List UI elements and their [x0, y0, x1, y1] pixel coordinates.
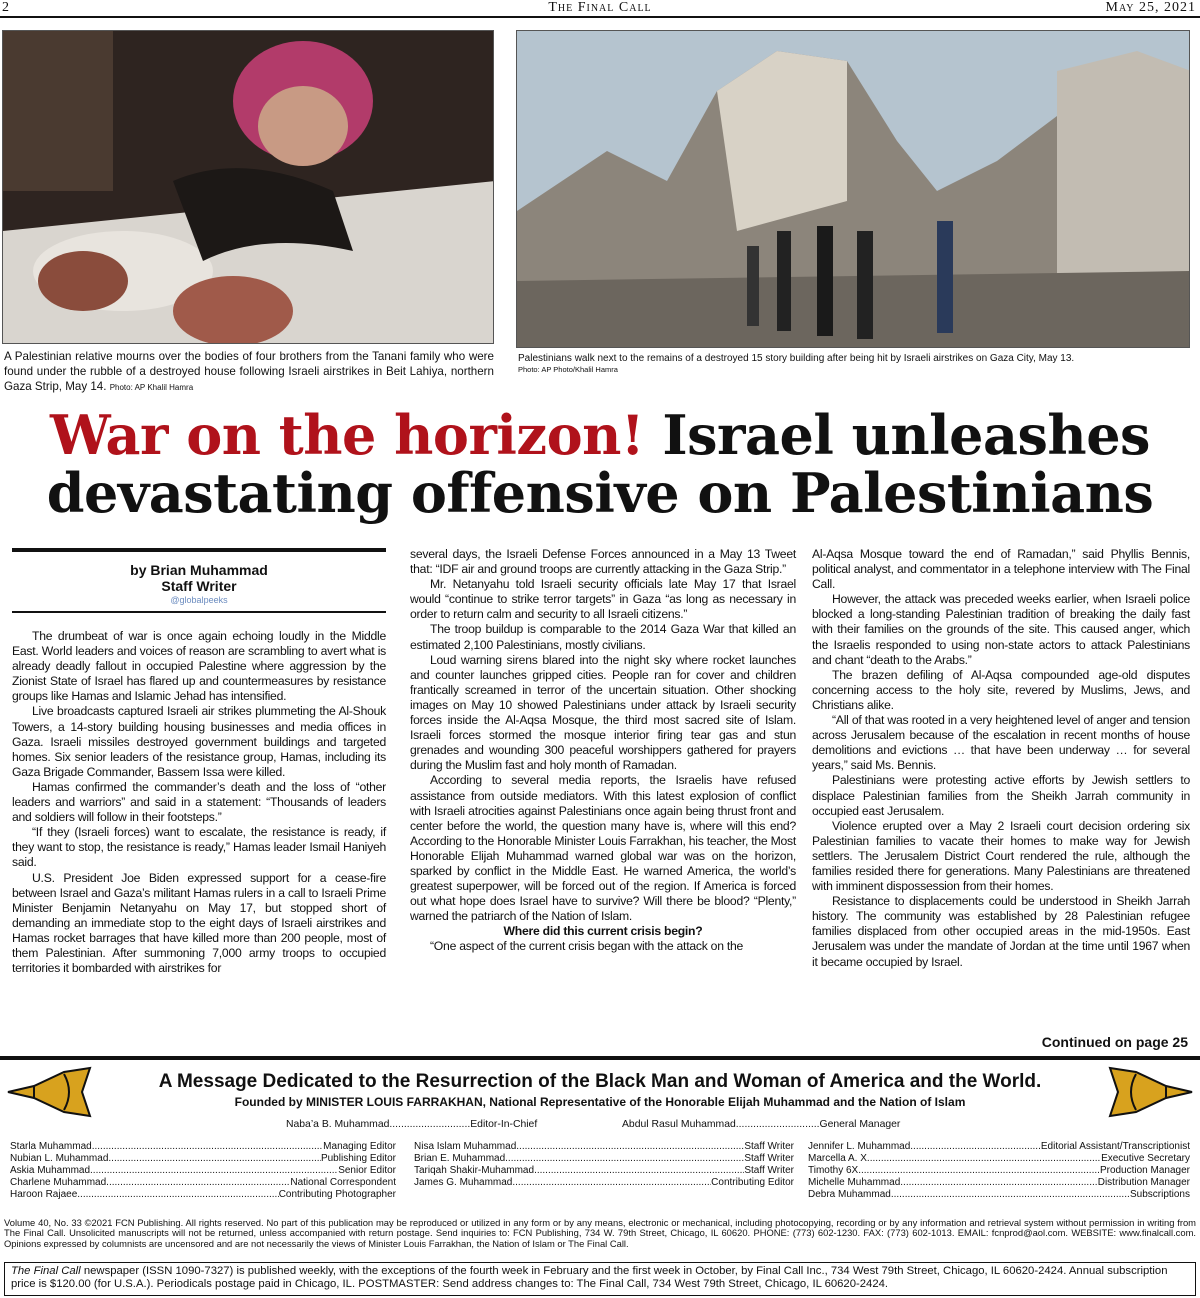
destroyed-building-photo	[516, 30, 1190, 348]
author-handle: @globalpeeks	[170, 595, 228, 605]
headline-red: War on the horizon!	[50, 403, 645, 467]
paragraph: Loud warning sirens blared into the night sky where rocket launches and counter launches gripped cities. People ran for cover and children frantically screamed in terror of the uncertain situation. Other shocking images on May 10 showed Palestinians under attack by Israeli security forces inside the Al-Aqsa Mosque, the third most sacred site of Islam. Israeli forces stormed the mosque interior firing tear gas and stun grenades and wounding 300 peaceful worshippers gathered for prayers during the Muslim fast and holy month of Ramadan.	[410, 652, 796, 773]
subheading: Where did this current crisis begin?	[503, 924, 703, 939]
paragraph: U.S. President Joe Biden expressed support for a cease-fire between Israel and Gaza’s militant Hamas rulers in a call to Israeli Prime Minister Benjamin Netanyahu on May 17, but stopped short of demanding an immediate stop to the eight days of Israeli airstrikes and Hamas rocket barrages that have killed more than 200 people, most of them Palestinian. After summoning 7,000 army troops to occupied territories it bombarded with airstrikes for	[12, 870, 386, 976]
paragraph: several days, the Israeli Defense Forces announced in a May 13 Tweet that: “IDF air and ground troops are currently attacking in the Gaza Strip.”	[410, 547, 796, 577]
paragraph: “All of that was rooted in a very heightened level of anger and tension across Jerusalem because of the escalation in recent months of house demolitions and evictions … that have been underway … for several years,” said Ms. Bennis.	[812, 713, 1190, 773]
paragraph: The troop buildup is comparable to the 2014 Gaza War that killed an estimated 2,100 Palestinians, mostly civilians.	[410, 622, 796, 652]
issue-date: May 25, 2021	[1105, 0, 1196, 15]
byline-role: Staff Writer	[161, 578, 237, 594]
article-column-3	[812, 547, 1190, 970]
paragraph: Palestinians were protesting active efforts by Jewish settlers to displace Palestinian families from the Sheikh Jarrah community in occupied east Jerusalem.	[812, 773, 1190, 818]
staff-row: Starla Muhammad ..... Managing Editor	[10, 1141, 396, 1153]
staff-row: Haroon Rajaee ..... Contributing Photographer	[10, 1189, 396, 1201]
paragraph: Al-Aqsa Mosque toward the end of Ramadan,” said Phyllis Bennis, political analyst, and commentator in a telephone interview with The Final Call.	[812, 547, 1190, 592]
paragraph: According to several media reports, the Israelis have refused assistance from outside mediators. With this latest explosion of conflict with Israeli atrocities against Palestinians once again being thrust front and center before the world, the question many have is, where will this end? According to the Honorable Minister Louis Farrakhan, his teacher, the Most Honorable Elijah Muhammad warned global war was on the horizon, sparked by conflict in the Middle East. He warned America, the world’s greatest superpower, will be forced out of the region. If America is forced out what hope does Israel have to survive? Will there be blood? “Plenty,” warned the patriarch of the Nation of Islam.	[410, 773, 796, 924]
legal-notice: Volume 40, No. 33 ©2021 FCN Publishing. All rights reserved. No part of this publication may be reproduced or utilized in any form or by any means, electronic or mechanical, including photocopying, recording or by any information and retrieval system without permission in writing from The Final Call. Unsolicited manuscripts will not be returned, unless accompanied with return postage. Send inquiries to: FCN Publishing, 734 W. 79th Street, Chicago, IL 60620. PHONE: (773) 602-1230. FAX: (773) 602-1013. EMAIL: fcnprod@aol.com. WEBSITE: www.finalcall.com. Opinions expressed by columnists are uncensored and are not necessarily the views of Minister Louis Farrakhan, the Nation of Islam or The Final Call.	[4, 1217, 1196, 1249]
mourning-photo	[2, 30, 494, 344]
staff-row: Debra Muhammad ..... Subscriptions	[808, 1189, 1190, 1201]
paragraph: The drumbeat of war is once again echoing loudly in the Middle East. World leaders and voices of reason are scrambling to avert what is already deadly fallout in occupied Palestine where aggression by the Zionist State of Israel has flared up and countermeasures by resistance groups like Hamas and Islamic Jehad has intensified.	[12, 629, 386, 704]
paragraph: Live broadcasts captured Israeli air strikes plummeting the Al-Shouk Towers, a 14-story building housing businesses and media offices in Gaza. Israeli missiles destroyed government buildings and targeted homes. Six senior leaders of the resistance group, Hamas, including its Gaza Brigade Commander, Bassem Issa were killed.	[12, 704, 386, 779]
paragraph: Hamas confirmed the commander’s death and the loss of “other leaders and warriors” and said in a statement: “Thousands of leaders and soldiers will follow in their footsteps.”	[12, 779, 386, 825]
staff-row: Charlene Muhammad ..... National Correspondent	[10, 1177, 396, 1189]
publication-details: newspaper (ISSN 1090-7327) is published weekly, with the exceptions of the fourth week in February and the first week in October, by Final Call Inc., 734 West 79th Street, Chicago, IL 60620-2424. Annual subscription price is $120.00 (for U.S.A.). Periodicals postage paid in Chicago, IL. POSTMASTER: Send address changes to: The Final Call, 734 West 79th Street, Chicago, IL 60620-2424.	[11, 1265, 1168, 1290]
right-photo-caption	[518, 353, 1188, 374]
headline-black-2: devastating offensive on Palestinians	[46, 461, 1154, 525]
left-photo-credit: Photo: AP Khalil Hamra	[109, 383, 194, 392]
paragraph: Resistance to displacements could be understood in Sheikh Jarrah history. The community was established by 28 Palestinian refugee families displaced from other occupied areas in the mid-1950s. East Jerusalem was under the mandate of Jordan at the time until 1967 when it became occupied by Israel.	[812, 894, 1190, 969]
headline-black-1: Israel unleashes	[662, 403, 1150, 467]
paragraph: “If they (Israeli forces) want to escalate, the resistance is ready, if they want to stop, the resistance is ready,” Hamas leader Ismail Haniyeh said.	[12, 825, 386, 870]
dedication-title: A Message Dedicated to the Resurrection of the Black Man and Woman of America and the World.	[158, 1071, 1042, 1092]
staff-row: Askia Muhammad ..... Senior Editor	[10, 1165, 396, 1177]
paragraph: Violence erupted over a May 2 Israeli court decision ordering six Palestinian families to vacate their homes to make way for Jewish settlers. The Jerusalem District Court rendered the rule, although the families resided there for generations. Many Palestinians are threatened with imminent dispossession from their homes.	[812, 818, 1190, 894]
editor-in-chief: Naba’a B. Muhammad............................Editor-In-Chief	[286, 1119, 538, 1130]
paragraph: However, the attack was preceded weeks earlier, when Israeli police blocked a long-standing Palestinian tradition of breaking the daily fast with their families on the grounds of the site. This caused anger, which the Israelis responded to using non-state actors to attack Palestinians and chant “death to the Arabs.”	[812, 592, 1190, 667]
founded-line: Founded by MINISTER LOUIS FARRAKHAN, National Representative of the Honorable Elijah Muhammad and the Nation of Islam	[234, 1095, 966, 1109]
byline	[12, 548, 386, 613]
page-number: 2	[2, 0, 9, 15]
headline	[0, 403, 1200, 525]
publication-statement	[4, 1262, 1196, 1296]
right-photo-credit: Photo: AP Photo/Khalil Hamra	[518, 365, 618, 374]
staff-row: Jennifer L. Muhammad ..... Editorial Assistant/Transcriptionist	[808, 1141, 1190, 1153]
general-manager: Abdul Rasul Muhammad.............................General Manager	[622, 1119, 901, 1130]
staff-row: Marcella A. X. ..... Executive Secretary	[808, 1153, 1190, 1165]
staff-list-2	[414, 1141, 794, 1189]
paragraph: Mr. Netanyahu told Israeli security officials late May 17 that Israel would “continue to strike terror targets” in Gaza “as long as necessary in order to return calm and security to all Israeli citizens.”	[410, 577, 796, 622]
page-header	[0, 0, 1200, 18]
left-caption-text: A Palestinian relative mourns over the bodies of four brothers from the Tanani family who were found under the rubble of a destroyed house following Israeli airstrikes in Beit Lahiya, northern Gaza Strip, May 14.	[4, 350, 494, 393]
staff-row: Nubian L. Muhammad ..... Publishing Editor	[10, 1153, 396, 1165]
left-photo-caption	[4, 349, 494, 395]
staff-row: Michelle Muhammad ..... Distribution Manager	[808, 1177, 1190, 1189]
paragraph: The brazen defiling of Al-Aqsa compounded age-old disputes concerning access to the holy site, revered by Muslims, Jews, and Christians alike.	[812, 667, 1190, 712]
article-column-2	[410, 547, 796, 955]
staff-row: Tariqah Shakir-Muhammad ..... Staff Writer	[414, 1165, 794, 1177]
masthead-title: The Final Call	[548, 0, 652, 15]
staff-list-3	[808, 1141, 1190, 1201]
staff-row: Nisa Islam Muhammad ..... Staff Writer	[414, 1141, 794, 1153]
continued-link[interactable]: Continued on page 25	[1041, 1034, 1188, 1050]
article-column-1	[12, 629, 386, 976]
paragraph: “One aspect of the current crisis began with the attack on the	[430, 939, 744, 954]
publication-name: The Final Call	[11, 1265, 81, 1277]
staff-row: James G. Muhammad ..... Contributing Editor	[414, 1177, 794, 1189]
byline-author: by Brian Muhammad	[130, 562, 268, 578]
staff-row: Timothy 6X. ..... Production Manager	[808, 1165, 1190, 1177]
staff-row: Brian E. Muhammad ..... Staff Writer	[414, 1153, 794, 1165]
right-caption-text: Palestinians walk next to the remains of a destroyed 15 story building after being hit by Israeli airstrikes on Gaza City, May 13.	[518, 353, 1075, 364]
staff-list-1	[10, 1141, 396, 1201]
